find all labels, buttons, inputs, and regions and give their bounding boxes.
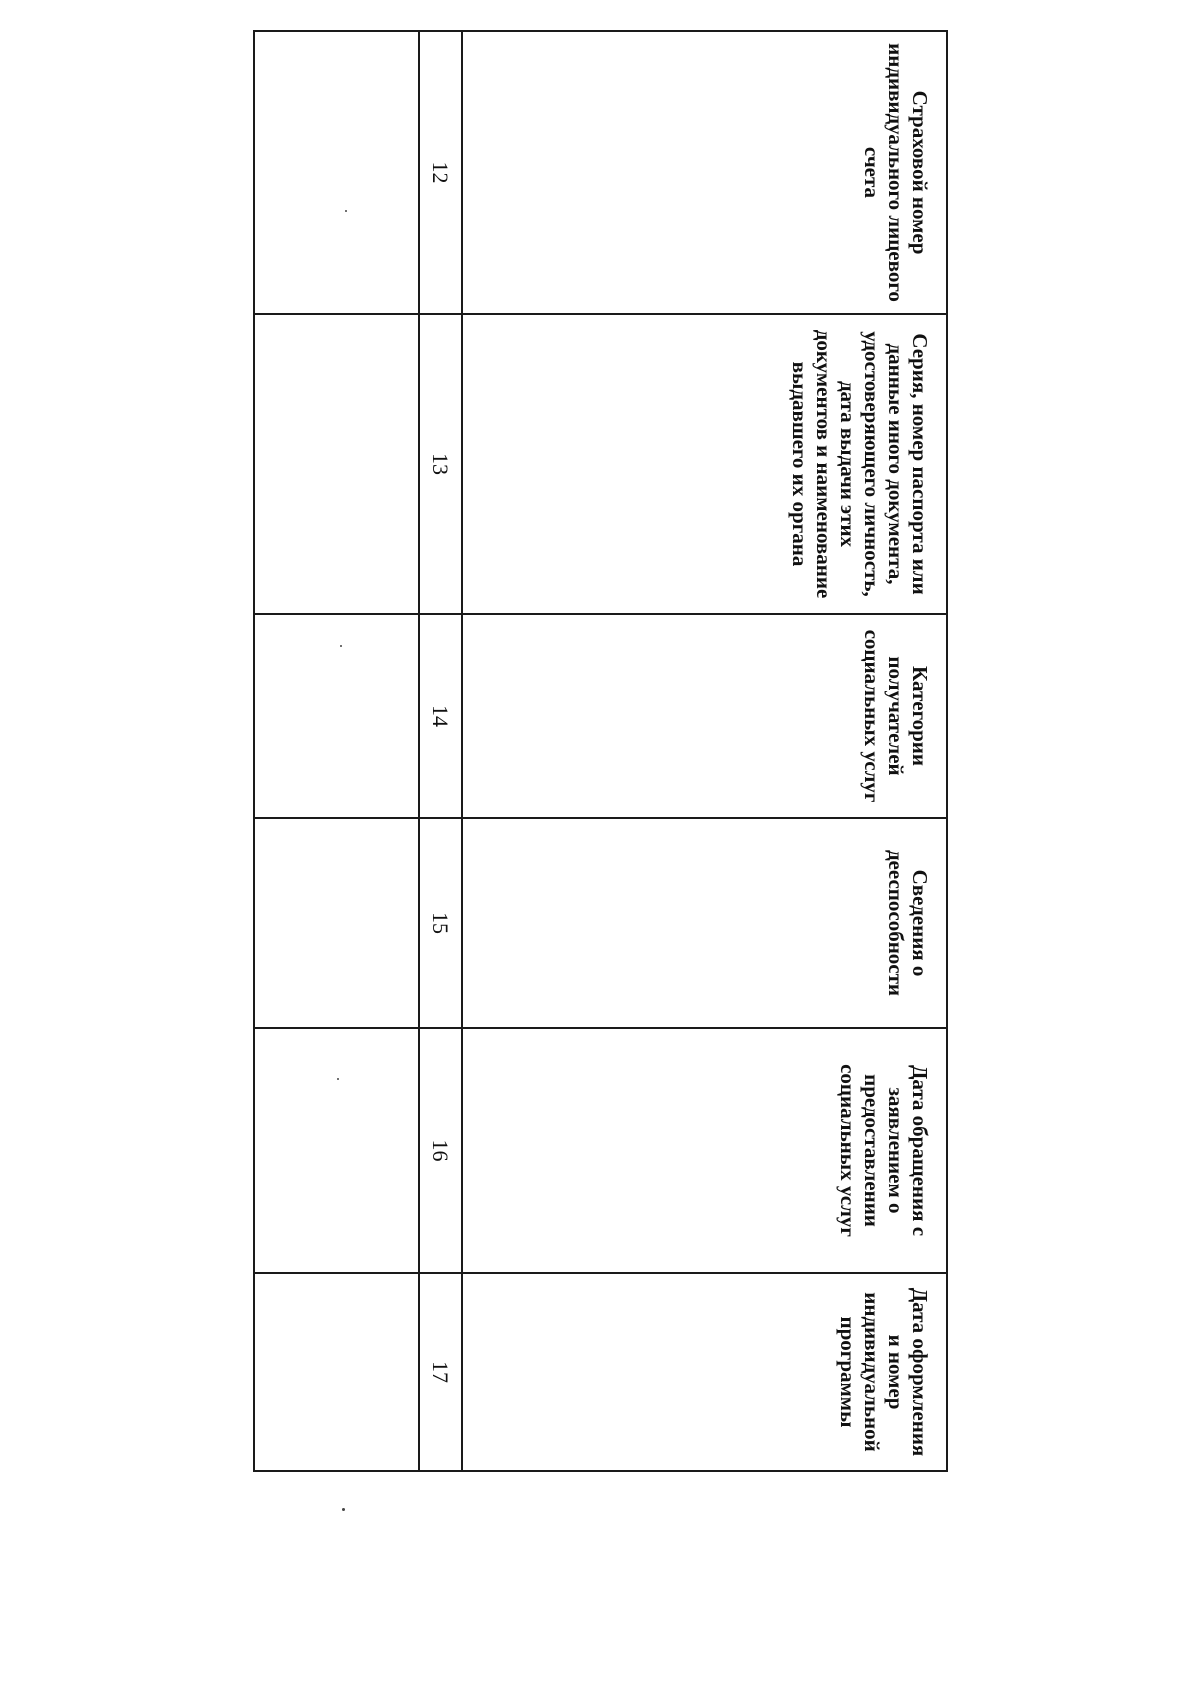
header-cell-legal-capacity: Сведения о дееспособности <box>462 818 947 1028</box>
column-number-cell: 16 <box>419 1028 462 1273</box>
scan-speck <box>342 1508 345 1511</box>
table-header-row <box>462 31 947 1471</box>
column-number-cell: 17 <box>419 1273 462 1471</box>
column-number-cell: 13 <box>419 314 462 614</box>
rotated-register-table <box>255 30 948 1470</box>
scan-speck <box>337 1078 339 1080</box>
scan-speck <box>345 210 347 212</box>
column-number-cell: 12 <box>419 31 462 314</box>
header-cell-insurance-number: Страховой номер индивидуального лицевого счета <box>462 31 947 314</box>
column-number-cell: 14 <box>419 614 462 818</box>
scan-speck <box>340 645 342 647</box>
empty-data-row <box>254 31 419 1471</box>
empty-cell <box>254 818 419 1028</box>
register-table <box>253 30 948 1472</box>
empty-cell <box>254 614 419 818</box>
header-cell-recipient-category: Категории получателей социальных услуг <box>462 614 947 818</box>
empty-cell <box>254 31 419 314</box>
header-cell-program-date-number: Дата оформления и номер индивидуальной программы <box>462 1273 947 1471</box>
column-number-row <box>419 31 462 1471</box>
empty-cell <box>254 1028 419 1273</box>
header-cell-passport: Серия, номер паспорта или данные иного документа, удостоверяющего личность, дата выдачи этих документов и наименование выдавшего их органа <box>462 314 947 614</box>
empty-cell <box>254 1273 419 1471</box>
empty-cell <box>254 314 419 614</box>
header-cell-application-date: Дата обращения с заявлением о предоставлении социальных услуг <box>462 1028 947 1273</box>
column-number-cell: 15 <box>419 818 462 1028</box>
